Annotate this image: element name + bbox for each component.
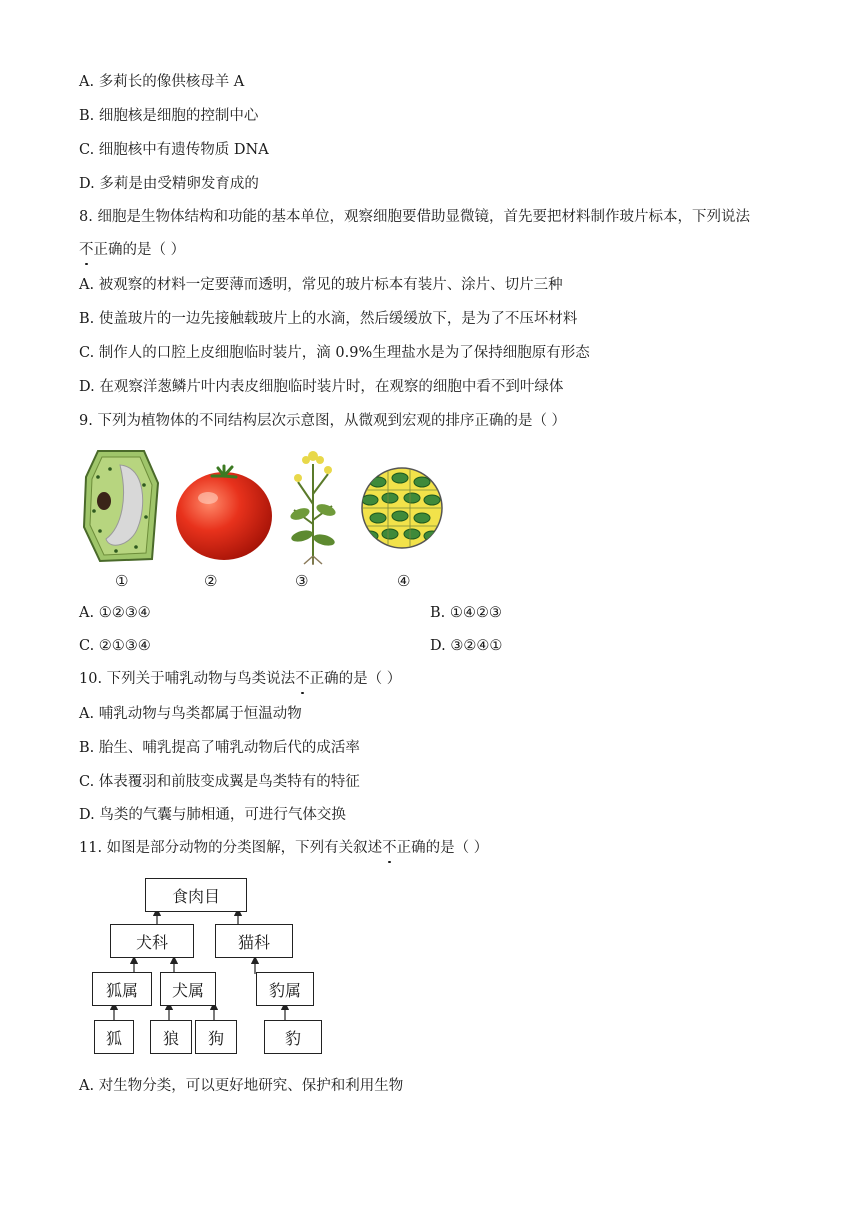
q8-stem-line2 (79, 240, 185, 260)
caption-1: ① (115, 572, 129, 590)
species-dog: 狗 (195, 1020, 237, 1054)
q8-option-c: C. 制作人的口腔上皮细胞临时装片，滴 0.9%生理盐水是为了保持细胞原有形态 (79, 345, 590, 361)
q11-negation-mark: 不 (382, 840, 397, 856)
q8-option-a: A. 被观察的材料一定要薄而透明，常见的玻片标本有装片、涂片、切片三种 (79, 277, 563, 293)
q7-option-a: A. 多莉长的像供核母羊 A (79, 74, 245, 90)
q10-stem-pre: 10. 下列关于哺乳动物与鸟类说法 (79, 671, 296, 687)
genus-panthera: 豹属 (256, 972, 314, 1006)
q9-option-c: C. ②①③④ (79, 638, 151, 654)
family-canidae: 犬科 (110, 924, 194, 958)
q8-negation-mark: 不 (79, 242, 94, 258)
caption-3: ③ (295, 572, 309, 590)
rape-plant-image (280, 444, 346, 566)
q11-option-a: A. 对生物分类，可以更好地研究、保护和利用生物 (79, 1078, 404, 1094)
q10-option-c: C. 体表覆羽和前肢变成翼是鸟类特有的特征 (79, 774, 360, 790)
tomato-image (174, 462, 274, 562)
order-carnivora: 食肉目 (145, 878, 247, 912)
q10-negation-mark: 不 (295, 671, 310, 687)
q8-option-d: D. 在观察洋葱鳞片叶内表皮细胞临时装片时，在观察的细胞中看不到叶绿体 (79, 379, 564, 395)
q10-option-a: A. 哺乳动物与鸟类都属于恒温动物 (79, 706, 302, 722)
q8-stem-line1: 8. 细胞是生物体结构和功能的基本单位，观察细胞要借助显微镜，首先要把材料制作玻片标本，下列说法 (79, 209, 750, 225)
species-leopard: 豹 (264, 1020, 322, 1054)
q11-stem (79, 838, 488, 858)
caption-2: ② (204, 572, 218, 590)
leaf-tissue-image (360, 466, 444, 550)
genus-canis: 犬属 (160, 972, 216, 1006)
caption-4: ④ (397, 572, 411, 590)
q8-stem-line2-text: 正确的是（ ） (93, 242, 186, 258)
q8-option-b: B. 使盖玻片的一边先接触载玻片上的水滴，然后缓缓放下，是为了不压坏材料 (79, 311, 578, 327)
species-wolf: 狼 (150, 1020, 192, 1054)
genus-vulpes: 狐属 (92, 972, 152, 1006)
q7-option-b: B. 细胞核是细胞的控制中心 (79, 108, 259, 124)
q9-option-d: D. ③②④① (430, 638, 503, 654)
species-fox: 狐 (94, 1020, 134, 1054)
q9-option-b: B. ①④②③ (430, 605, 502, 621)
q9-option-a: A. ①②③④ (79, 605, 151, 621)
q11-stem-pre: 11. 如图是部分动物的分类图解，下列有关叙述 (79, 840, 383, 856)
q10-option-d: D. 鸟类的气囊与肺相通，可进行气体交换 (79, 807, 346, 823)
q7-option-c: C. 细胞核中有遗传物质 DNA (79, 142, 269, 158)
q9-stem: 9. 下列为植物体的不同结构层次示意图，从微观到宏观的排序正确的是（ ） (79, 413, 567, 429)
q10-stem-post: 正确的是（ ） (309, 671, 402, 687)
q7-option-d: D. 多莉是由受精卵发育成的 (79, 176, 259, 192)
family-felidae: 猫科 (215, 924, 293, 958)
q10-stem (79, 669, 401, 689)
plant-cell-image (80, 447, 162, 565)
q11-stem-post: 正确的是（ ） (396, 840, 489, 856)
q10-option-b: B. 胎生、哺乳提高了哺乳动物后代的成活率 (79, 740, 360, 756)
